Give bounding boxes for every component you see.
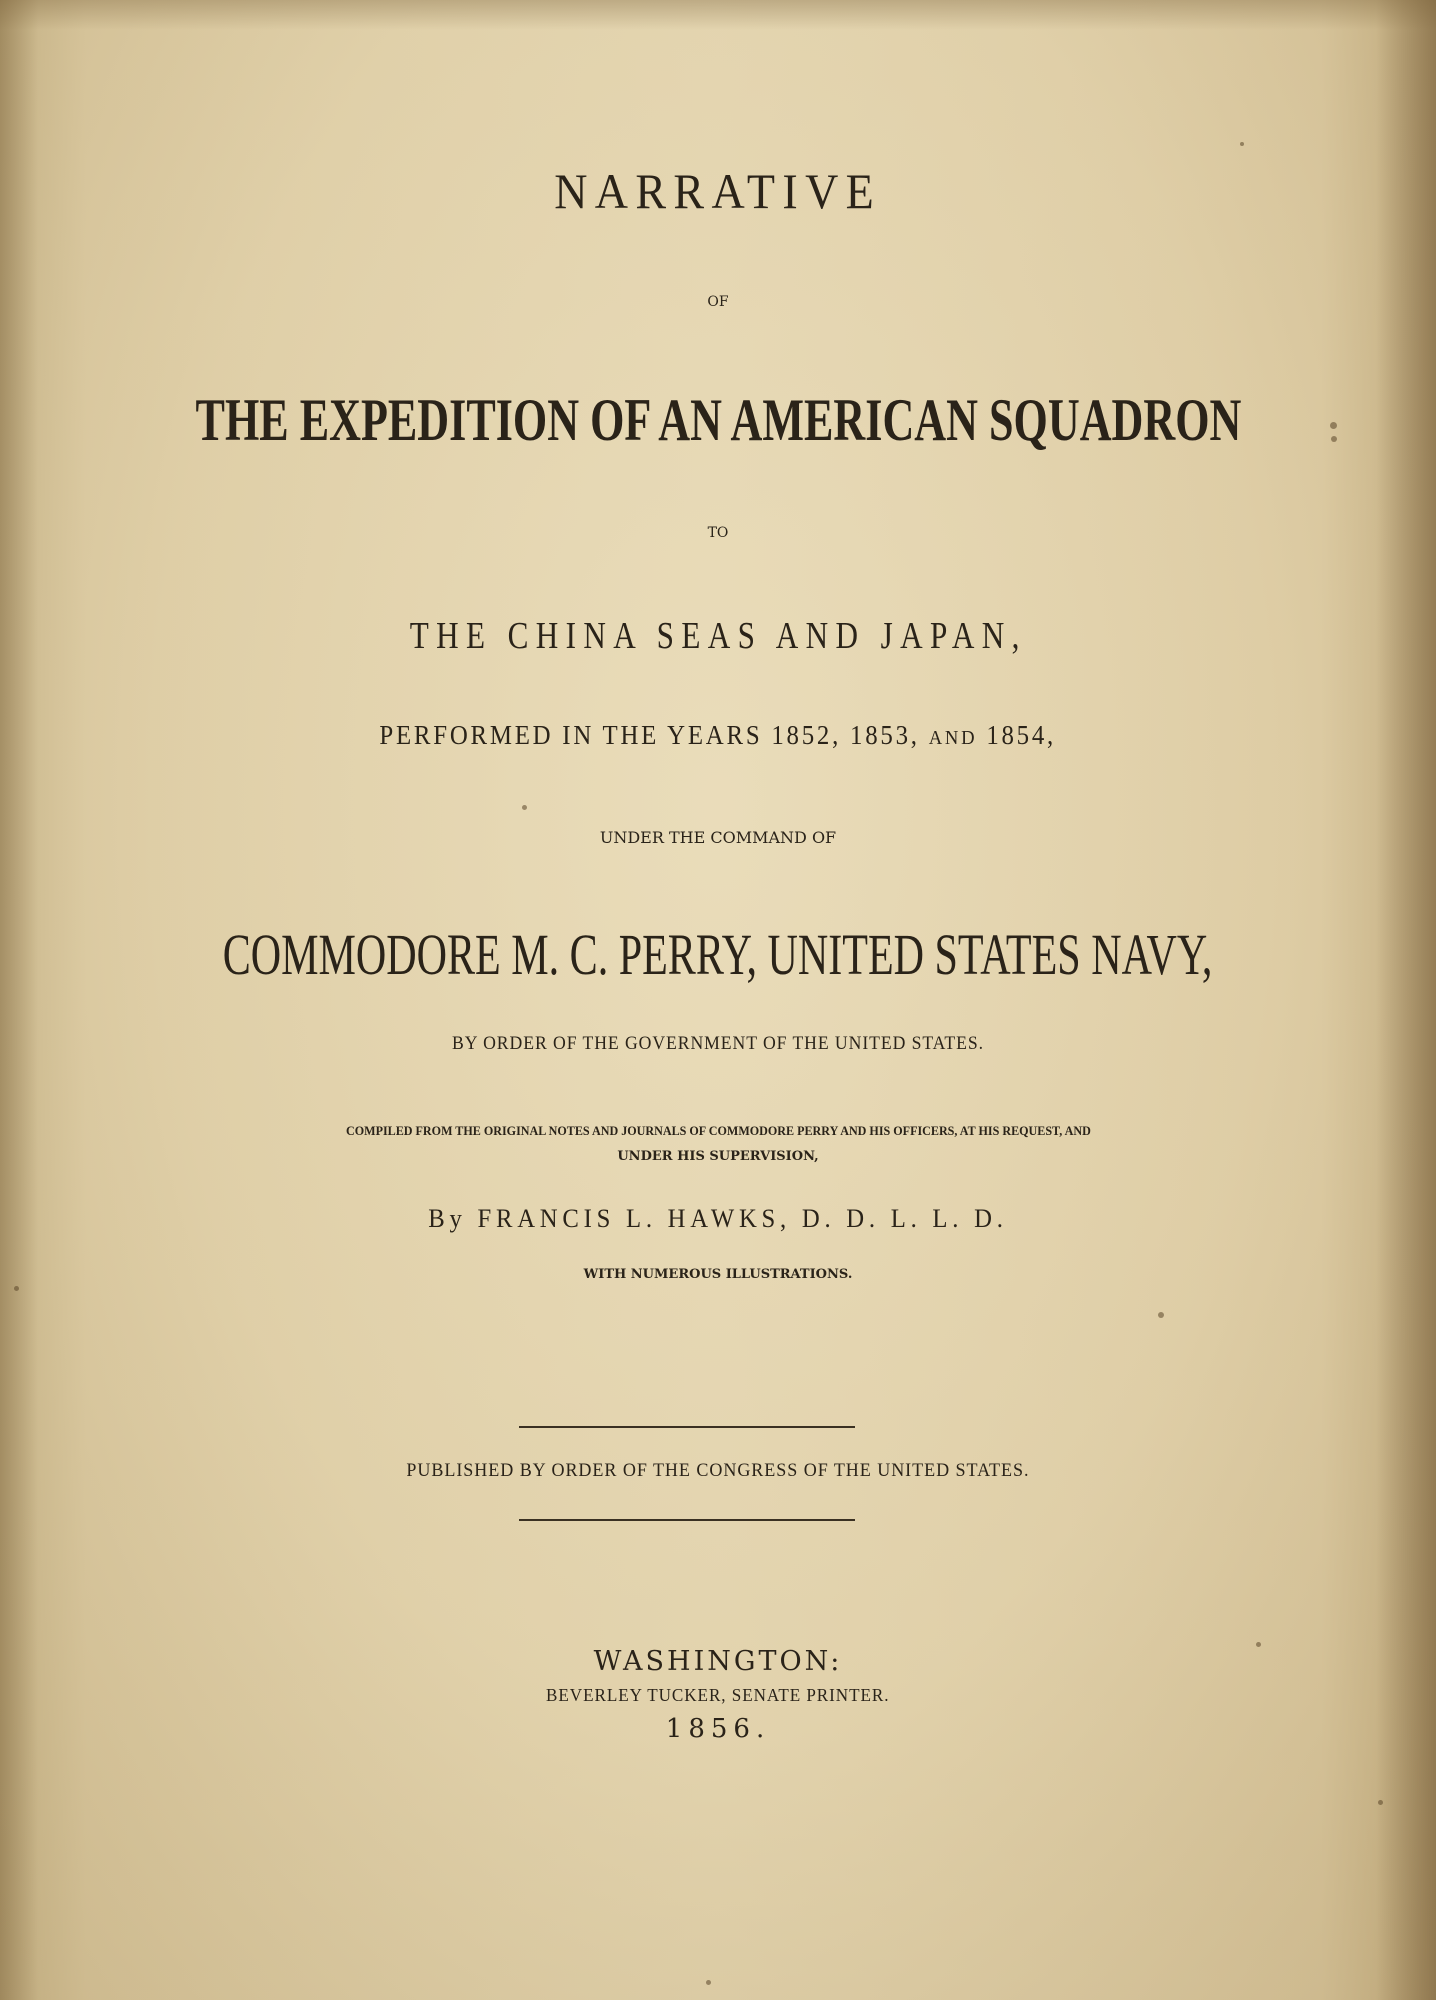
- author-by-text: By: [428, 1204, 467, 1233]
- title-destination-text: THE CHINA SEAS AND JAPAN,: [409, 615, 1027, 657]
- compiled-text-2: UNDER HIS SUPERVISION,: [617, 1149, 819, 1164]
- compiled-line-1: [0, 1124, 1436, 1138]
- author-name-text: FRANCIS L. HAWKS, D. D. L. L. D.: [477, 1204, 1008, 1233]
- foxing-spot: [1158, 1312, 1164, 1318]
- illustrations-line: [0, 1268, 1436, 1281]
- foxing-spot: [1256, 1642, 1261, 1647]
- imprint-printer-line: [0, 1686, 1436, 1705]
- foxing-spot: [1240, 142, 1244, 146]
- rule-bottom: [519, 1519, 855, 1521]
- title-narrative-text: NARRATIVE: [554, 163, 882, 219]
- title-commodore-text: COMMODORE M. C. PERRY, UNITED STATES NAVY,: [223, 922, 1213, 987]
- foxing-spot: [522, 805, 527, 810]
- performed-end-text: 1854,: [986, 720, 1057, 750]
- to-text: TO: [707, 525, 729, 541]
- title-expedition: [0, 387, 1436, 453]
- imprint-city-line: [0, 1648, 1436, 1675]
- compiled-line-2: [0, 1150, 1436, 1163]
- performed-and-text: AND: [928, 727, 978, 749]
- imprint-year-text: 1856.: [665, 1714, 771, 1744]
- by-order-line: [0, 1034, 1436, 1053]
- title-expedition-text: THE EXPEDITION OF AN AMERICAN SQUADRON: [195, 387, 1241, 453]
- under-command-text: UNDER THE COMMAND OF: [599, 828, 837, 847]
- foxing-spot: [706, 1980, 711, 1985]
- published-text: PUBLISHED BY ORDER OF THE CONGRESS OF THE UNITED STATES.: [406, 1460, 1030, 1481]
- performed-text: PERFORMED IN THE YEARS 1852, 1853,: [379, 720, 921, 750]
- title-commodore: [0, 922, 1436, 987]
- foxing-spot: [14, 1286, 19, 1291]
- under-command-line: [0, 830, 1436, 846]
- rule-top: [519, 1426, 855, 1428]
- by-order-text: BY ORDER OF THE GOVERNMENT OF THE UNITED STATES.: [452, 1033, 984, 1054]
- foxing-spot: [1378, 1800, 1383, 1805]
- published-line: [0, 1461, 1436, 1480]
- compiled-text-1: COMPILED FROM THE ORIGINAL NOTES AND JOURNALS OF COMMODORE PERRY AND HIS OFFICERS, AT HIS REQUEST, AND: [345, 1123, 1091, 1138]
- page-edge-shadow-top: [0, 0, 1436, 30]
- illustrations-text: WITH NUMEROUS ILLUSTRATIONS.: [583, 1267, 853, 1282]
- title-narrative: [0, 163, 1436, 219]
- imprint-city-text: WASHINGTON:: [593, 1646, 843, 1677]
- imprint-year-line: [0, 1716, 1436, 1742]
- of-text: OF: [707, 294, 729, 310]
- to-line: [0, 526, 1436, 540]
- of-line: [0, 295, 1436, 309]
- title-destination: [0, 616, 1436, 655]
- author-line: [0, 1206, 1436, 1232]
- performed-line: [0, 722, 1436, 749]
- imprint-printer-text: BEVERLEY TUCKER, SENATE PRINTER.: [546, 1685, 890, 1705]
